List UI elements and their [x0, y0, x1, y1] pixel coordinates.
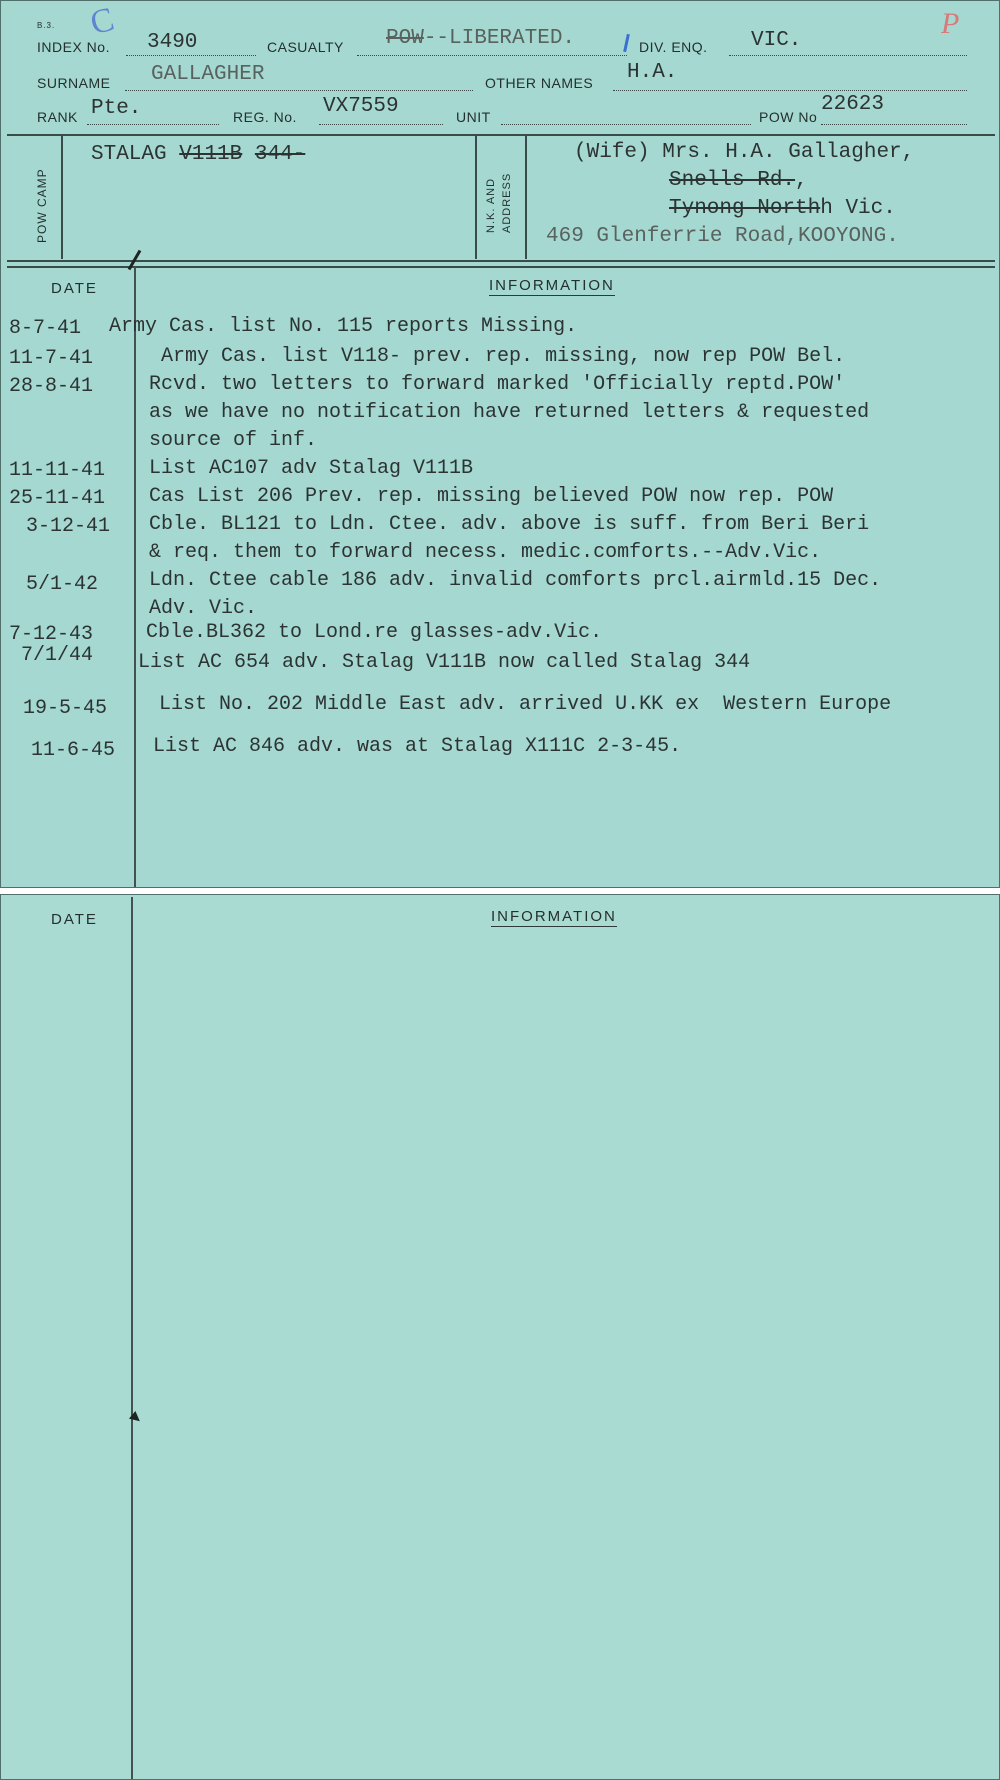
index-dots [126, 55, 256, 56]
back-date-column-divider [131, 897, 133, 1780]
other-names-value: H.A. [627, 61, 678, 84]
reg-no-value: VX7559 [323, 95, 399, 118]
camp-struck-2: 344- [254, 143, 306, 166]
entry-text: & req. them to forward necess. medic.comforts.--Adv.Vic. [149, 541, 822, 564]
nok-line-3 [669, 197, 896, 220]
casualty-value [386, 27, 575, 50]
pow-dots [821, 124, 967, 125]
reg-dots [319, 124, 443, 125]
casualty-dots [357, 55, 627, 56]
entry-text: Army Cas. list V118- prev. rep. missing, now rep POW Bel. [161, 345, 846, 368]
surname-dots [125, 90, 473, 91]
entry-text: List AC107 adv Stalag V111B [149, 457, 474, 480]
unit-dots [501, 124, 751, 125]
nok-label-divider [525, 135, 527, 259]
entry-date: 11-11-41 [9, 459, 106, 482]
header-rule [7, 134, 995, 136]
index-value: 3490 [147, 31, 198, 54]
pow-no-value: 22623 [821, 93, 885, 116]
pow-camp-label: POW CAMP [35, 168, 49, 243]
entry-text: Adv. Vic. [149, 597, 258, 620]
annotation-p: P [941, 7, 960, 40]
entry-date: 5/1-42 [26, 573, 99, 596]
entry-date: 11-6-45 [31, 739, 116, 762]
nok-line-3-rest: h Vic. [820, 197, 896, 220]
entry-text-content: Army Cas. list No. 115 reports Missing. [109, 315, 578, 338]
back-information-column-header: INFORMATION [491, 908, 617, 925]
reg-no-label: REG. No. [233, 109, 297, 125]
annotation-c: C [86, 0, 118, 43]
entry-text: Ldn. Ctee cable 186 adv. invalid comforts prcl.airmld.15 Dec. [149, 569, 882, 592]
entry-date: 7-12-43 [9, 623, 94, 646]
nok-line-4: 469 Glenferrie Road,KOOYONG. [546, 225, 899, 248]
entry-text: as we have no notification have returned letters & requested [149, 401, 870, 424]
date-column-divider [134, 267, 136, 888]
information-column-header: INFORMATION [489, 277, 615, 294]
entry-text: Cble.BL362 to Lond.re glasses-adv.Vic. [146, 621, 603, 644]
nok-line-2 [669, 169, 808, 192]
casualty-liberated: --LIBERATED. [423, 27, 576, 50]
double-rule-bottom [7, 266, 995, 268]
rank-value: Pte. [91, 97, 142, 120]
casualty-card-back [0, 894, 1000, 1780]
entry-date: 19-5-45 [23, 697, 108, 720]
entry-text: Cble. BL121 to Ldn. Ctee. adv. above is suff. from Beri Beri [149, 513, 870, 536]
rank-label: RANK [37, 109, 78, 125]
surname-label: SURNAME [37, 75, 111, 91]
entry-date: 25-11-41 [9, 487, 106, 510]
entry-text [109, 313, 577, 341]
other-names-label: OTHER NAMES [485, 75, 594, 91]
entry-date: 28-8-41 [9, 375, 94, 398]
pow-camp-value [91, 143, 305, 166]
entry-text: source of inf. [149, 429, 318, 452]
entry-text: List No. 202 Middle East adv. arrived U.KK ex Western Europe [159, 693, 892, 716]
nok-label-1: N.K. AND [485, 177, 497, 233]
camp-label-divider [61, 135, 63, 259]
nok-line-2-rest: , [795, 169, 808, 192]
entry-date: 11-7-41 [9, 347, 94, 370]
rank-dots [87, 124, 219, 125]
nok-struck-road: Snells Rd. [669, 169, 796, 192]
casualty-label: CASUALTY [267, 39, 344, 55]
index-label: INDEX No. [37, 39, 110, 55]
back-date-column-header: DATE [51, 911, 98, 928]
pow-no-label: POW No [759, 109, 818, 125]
entry-text: List AC 846 adv. was at Stalag X111C 2-3-45. [153, 735, 682, 758]
nok-struck-town: Tynong North [669, 197, 821, 220]
casualty-struck: POW [386, 27, 424, 50]
div-dots [729, 55, 967, 56]
div-enq-value: VIC. [751, 29, 802, 52]
camp-nok-divider [475, 135, 477, 259]
camp-prefix: STALAG [91, 143, 167, 166]
unit-label: UNIT [456, 109, 491, 125]
entry-date: 7/1/44 [21, 644, 94, 667]
entry-date: 3-12-41 [26, 515, 111, 538]
form-code: B.3. [37, 21, 56, 30]
other-names-dots [613, 90, 967, 91]
nok-line-1: (Wife) Mrs. H.A. Gallagher, [574, 141, 915, 164]
entry-text: Cas List 206 Prev. rep. missing believed POW now rep. POW [149, 485, 834, 508]
entry-date: 8-7-41 [9, 317, 82, 340]
entry-text: List AC 654 adv. Stalag V111B now called Stalag 344 [138, 651, 751, 674]
entry-text: Rcvd. two letters to forward marked 'Officially reptd.POW' [149, 373, 846, 396]
casualty-card-front [0, 0, 1000, 888]
date-column-header: DATE [51, 280, 98, 297]
surname-value: GALLAGHER [151, 63, 265, 86]
double-rule-top [7, 260, 995, 262]
blue-pencil-mark [623, 34, 630, 52]
camp-struck-1: V111B [179, 143, 243, 166]
div-enq-label: DIV. ENQ. [639, 39, 708, 55]
nok-label-2: ADDRESS [501, 172, 513, 233]
